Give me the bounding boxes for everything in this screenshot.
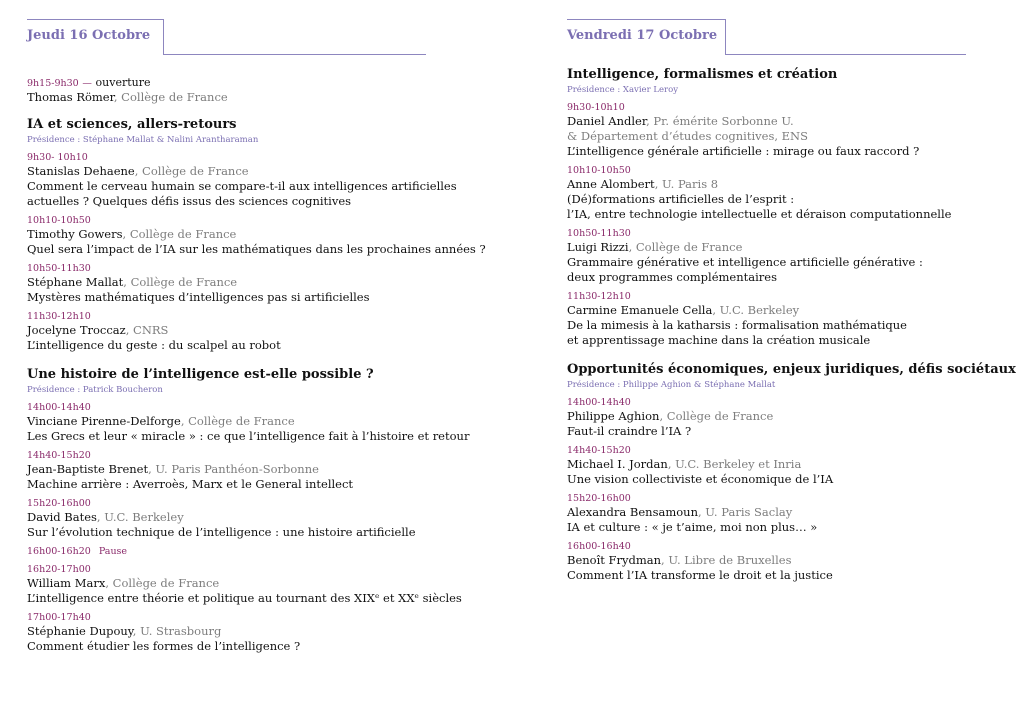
talk-title: De la mimesis à la katharsis : formalisation mathématique et apprentissage machine dans la création musicale bbox=[567, 318, 907, 347]
talk-title: Une vision collectiviste et économique de l’IA bbox=[567, 472, 834, 486]
speaker-name: David Bates bbox=[27, 510, 97, 524]
speaker-institution: , U.C. Berkeley bbox=[96, 510, 184, 524]
header-rule bbox=[27, 19, 164, 20]
speaker-name: Carmine Emanuele Cella bbox=[567, 303, 713, 317]
speaker bbox=[27, 624, 497, 639]
program-item bbox=[27, 450, 497, 492]
speaker bbox=[27, 323, 497, 338]
speaker bbox=[27, 414, 497, 429]
opening-block bbox=[27, 75, 497, 105]
time-slot bbox=[27, 498, 497, 510]
speaker bbox=[27, 275, 497, 290]
speaker bbox=[27, 510, 497, 525]
time-slot bbox=[567, 102, 1017, 114]
header-rule bbox=[725, 19, 726, 54]
speaker-name: Stanislas Dehaene bbox=[27, 164, 135, 178]
program-item bbox=[567, 493, 1017, 535]
program-item bbox=[567, 228, 1017, 285]
speaker-institution: , U.C. Berkeley bbox=[712, 303, 800, 317]
talk-title: Mystères mathématiques d’intelligences pas si artificielles bbox=[27, 290, 370, 304]
session-block bbox=[567, 362, 1017, 583]
time-slot bbox=[567, 493, 1017, 505]
program-item bbox=[27, 564, 497, 606]
speaker-name: Anne Alombert bbox=[567, 177, 655, 191]
talk-title: Machine arrière : Averroès, Marx et le General intellect bbox=[27, 477, 354, 491]
speaker-institution: , U. Paris Panthéon-Sorbonne bbox=[148, 462, 319, 476]
opening-label: ouverture bbox=[95, 76, 151, 89]
talk-title: Grammaire générative et intelligence artificielle générative : deux programmes complémentaires bbox=[567, 255, 923, 284]
talk-title: L’intelligence du geste : du scalpel au robot bbox=[27, 338, 281, 352]
speaker-institution: , Collège de France bbox=[113, 90, 228, 104]
speaker-institution: , Collège de France bbox=[628, 240, 743, 254]
speaker-name: William Marx bbox=[27, 576, 106, 590]
speaker-name: Michael I. Jordan bbox=[567, 457, 668, 471]
speaker-name: Vinciane Pirenne-Delforge bbox=[27, 414, 181, 428]
program-item bbox=[27, 546, 497, 558]
time-range: 14h00-14h40 bbox=[27, 402, 91, 413]
time-slot bbox=[27, 215, 497, 227]
session-title: Opportunités économiques, enjeux juridiques, défis sociétaux bbox=[567, 362, 1016, 377]
time-range: 14h00-14h40 bbox=[567, 397, 631, 408]
header-rule bbox=[567, 19, 726, 20]
program-item bbox=[27, 215, 497, 257]
speaker-institution: , Collège de France bbox=[134, 164, 249, 178]
time-range: 16h20-17h00 bbox=[27, 564, 91, 575]
time-range: 10h10-10h50 bbox=[567, 165, 631, 176]
opening-dash: — bbox=[82, 78, 92, 89]
time-range: 16h00-16h40 bbox=[567, 541, 631, 552]
time-range: 15h20-16h00 bbox=[27, 498, 91, 509]
time-slot bbox=[567, 541, 1017, 553]
header-rule bbox=[163, 54, 426, 55]
speaker-name: Jean-Baptiste Brenet bbox=[27, 462, 149, 476]
day-column-left bbox=[27, 0, 497, 654]
time-range: 11h30-12h10 bbox=[27, 311, 91, 322]
session-block bbox=[567, 67, 1017, 348]
session-title: IA et sciences, allers-retours bbox=[27, 117, 237, 132]
speaker-institution: , U.C. Berkeley et Inria bbox=[667, 457, 802, 471]
talk-title: (Dé)formations artificielles de l’esprit : l’IA, entre technologie intellectuelle et déraison computationnelle bbox=[567, 192, 952, 221]
talk-title: Sur l’évolution technique de l’intelligence : une histoire artificielle bbox=[27, 525, 416, 539]
time-range: 17h00-17h40 bbox=[27, 612, 91, 623]
day-title: Vendredi 17 Octobre bbox=[567, 28, 718, 43]
speaker bbox=[27, 576, 497, 591]
speaker bbox=[567, 240, 1017, 255]
sessions-list bbox=[567, 67, 1017, 583]
program-item bbox=[27, 612, 497, 654]
talk-title: Faut-il craindre l’IA ? bbox=[567, 424, 692, 438]
speaker bbox=[567, 553, 1017, 568]
speaker-institution: , Collège de France bbox=[123, 275, 238, 289]
talk-title: Quel sera l’impact de l’IA sur les mathématiques dans les prochaines années ? bbox=[27, 242, 486, 256]
program-item bbox=[27, 402, 497, 444]
speaker-name: Stéphane Mallat bbox=[27, 275, 124, 289]
time-range: 10h50-11h30 bbox=[567, 228, 631, 239]
time-slot bbox=[567, 228, 1017, 240]
time-slot bbox=[567, 397, 1017, 409]
session-block bbox=[27, 367, 497, 654]
time-range: 15h20-16h00 bbox=[567, 493, 631, 504]
talk-title: L’intelligence générale artificielle : mirage ou faux raccord ? bbox=[567, 144, 920, 158]
time-range: 11h30-12h10 bbox=[567, 291, 631, 302]
time-slot bbox=[27, 311, 497, 323]
speaker bbox=[567, 505, 1017, 520]
day-header bbox=[27, 0, 497, 55]
speaker-name: Luigi Rizzi bbox=[567, 240, 629, 254]
speaker bbox=[567, 457, 1017, 472]
speaker bbox=[27, 164, 497, 179]
speaker-name: Timothy Gowers bbox=[27, 227, 123, 241]
time-range: 10h50-11h30 bbox=[27, 263, 91, 274]
session-title: Une histoire de l’intelligence est-elle possible ? bbox=[27, 367, 374, 382]
session-block bbox=[27, 117, 497, 353]
speaker-institution: , Pr. émérite Sorbonne U. & Département d’études cognitives, ENS bbox=[567, 114, 808, 143]
program-item bbox=[27, 311, 497, 353]
speaker-institution: , Collège de France bbox=[180, 414, 295, 428]
speaker-institution: , U. Strasbourg bbox=[132, 624, 222, 638]
time-slot bbox=[27, 402, 497, 414]
time-range: 14h40-15h20 bbox=[567, 445, 631, 456]
speaker-institution: , U. Paris 8 bbox=[654, 177, 719, 191]
speaker bbox=[567, 409, 1017, 424]
program-item bbox=[567, 397, 1017, 439]
speaker-institution: , U. Libre de Bruxelles bbox=[661, 553, 792, 567]
time-slot bbox=[27, 612, 497, 624]
time-slot bbox=[27, 564, 497, 576]
program-item bbox=[567, 102, 1017, 159]
speaker bbox=[27, 462, 497, 477]
day-column-right bbox=[567, 0, 1017, 583]
session-chair: Présidence : Stéphane Mallat & Nalini Arantharaman bbox=[27, 135, 259, 145]
time-range: 9h30- 10h10 bbox=[27, 152, 88, 163]
speaker-institution: , Collège de France bbox=[659, 409, 774, 423]
speaker bbox=[567, 303, 1017, 318]
program-item bbox=[567, 291, 1017, 348]
session-chair: Présidence : Patrick Boucheron bbox=[27, 385, 163, 395]
speaker-institution: , U. Paris Saclay bbox=[697, 505, 793, 519]
speaker-institution: , Collège de France bbox=[122, 227, 237, 241]
talk-title: Comment étudier les formes de l’intelligence ? bbox=[27, 639, 301, 653]
speaker bbox=[567, 114, 1017, 144]
speaker-name: Alexandra Bensamoun bbox=[567, 505, 698, 519]
speaker-name: Stéphanie Dupouy bbox=[27, 624, 133, 638]
pause-label: Pause bbox=[98, 546, 128, 557]
talk-title: Comment l’IA transforme le droit et la justice bbox=[567, 568, 833, 582]
talk-title: Les Grecs et leur « miracle » : ce que l’intelligence fait à l’histoire et retour bbox=[27, 429, 470, 443]
time-slot bbox=[27, 546, 497, 558]
program-item bbox=[567, 541, 1017, 583]
program-item bbox=[27, 498, 497, 540]
speaker-name: Benoît Frydman bbox=[567, 553, 662, 567]
talk-title: IA et culture : « je t’aime, moi non plus… » bbox=[567, 520, 818, 534]
speaker bbox=[567, 177, 1017, 192]
speaker bbox=[27, 227, 497, 242]
speaker-institution: , Collège de France bbox=[105, 576, 220, 590]
time-slot bbox=[27, 263, 497, 275]
time-range: 14h40-15h20 bbox=[27, 450, 91, 461]
header-rule bbox=[725, 54, 966, 55]
speaker-name: Philippe Aghion bbox=[567, 409, 660, 423]
session-chair: Présidence : Xavier Leroy bbox=[567, 85, 678, 95]
speaker-institution: , CNRS bbox=[125, 323, 169, 337]
program-item bbox=[27, 152, 497, 209]
program-item bbox=[567, 445, 1017, 487]
time-slot bbox=[567, 291, 1017, 303]
speaker-name: Thomas Römer bbox=[27, 90, 114, 104]
program-item bbox=[567, 165, 1017, 222]
time-slot bbox=[27, 152, 497, 164]
time-range: 16h00-16h20 bbox=[27, 546, 91, 557]
session-chair: Présidence : Philippe Aghion & Stéphane Mallat bbox=[567, 380, 776, 390]
time-range: 9h30-10h10 bbox=[567, 102, 625, 113]
time-slot bbox=[567, 165, 1017, 177]
talk-title: L’intelligence entre théorie et politique au tournant des XIXᵉ et XXᵉ siècles bbox=[27, 591, 462, 605]
day-header bbox=[567, 0, 1017, 55]
program-item bbox=[27, 263, 497, 305]
speaker-name: Jocelyne Troccaz bbox=[27, 323, 126, 337]
session-title: Intelligence, formalismes et création bbox=[567, 67, 838, 82]
opening-time: 9h15-9h30 bbox=[27, 78, 79, 89]
sessions-list bbox=[27, 117, 497, 654]
talk-title: Comment le cerveau humain se compare-t-il aux intelligences artificielles actuelles ? Quelques défis issus des sciences cognitives bbox=[27, 179, 457, 208]
time-slot bbox=[567, 445, 1017, 457]
day-title: Jeudi 16 Octobre bbox=[27, 28, 151, 43]
time-range: 10h10-10h50 bbox=[27, 215, 91, 226]
speaker-name: Daniel Andler bbox=[567, 114, 647, 128]
time-slot bbox=[27, 450, 497, 462]
header-rule bbox=[163, 19, 164, 54]
